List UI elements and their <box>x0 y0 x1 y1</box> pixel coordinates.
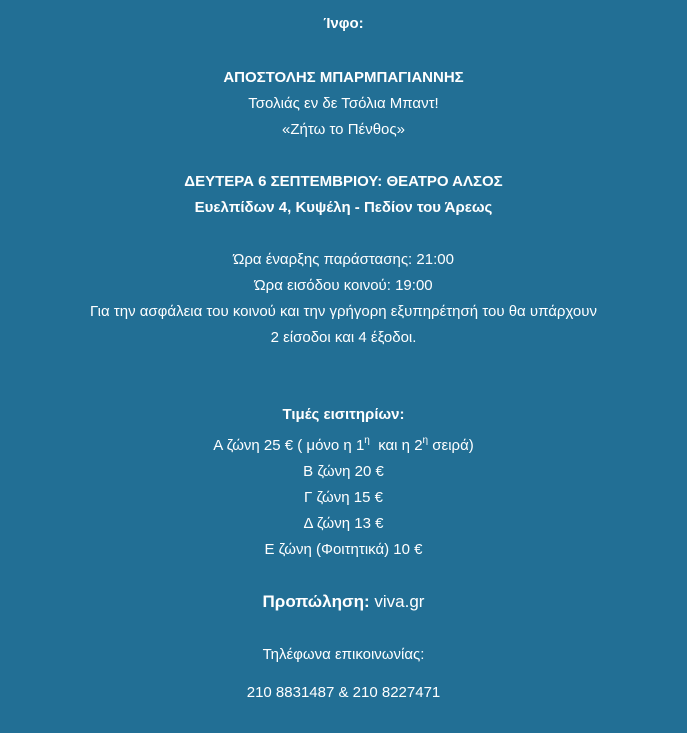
ticket-zone-a <box>0 436 687 456</box>
ticket-zone-b: Β ζώνη 20 € <box>303 463 384 480</box>
tickets-heading: Τιμές εισιτηρίων: <box>282 406 405 423</box>
show-subtitle: «Ζήτω το Πένθος» <box>282 121 405 138</box>
ticket-zone-c: Γ ζώνη 15 € <box>304 489 383 506</box>
safety-note-line1: Για την ασφάλεια του κοινού και την γρήγορη εξυπηρέτησή του θα υπάρχουν <box>90 303 597 320</box>
show-title: Τσολιάς εν δε Τσόλια Μπαντ! <box>248 95 439 112</box>
venue-address-line: Ευελπίδων 4, Κυψέλη - Πεδίον του Άρεως <box>194 199 493 216</box>
presale-site-link[interactable]: viva.gr <box>369 592 425 611</box>
artist-name: ΑΠΟΣΤΟΛΗΣ ΜΠΑΡΜΠΑΓΙΑΝΝΗΣ <box>223 69 464 86</box>
zone-a-prefix: Α ζώνη 25 € ( μόνο η 1 <box>213 437 365 454</box>
contact-label: Τηλέφωνα επικοινωνίας: <box>262 646 425 663</box>
ticket-zone-e: Ε ζώνη (Φοιτητικά) 10 € <box>264 541 423 558</box>
zone-a-superscript-1: η <box>364 435 370 446</box>
presale <box>0 592 687 612</box>
heading: Ίνφο: <box>323 15 364 32</box>
contact-phones: 210 8831487 & 210 8227471 <box>246 684 441 701</box>
presale-label: Προπώληση: <box>262 592 370 611</box>
start-time: Ώρα έναρξης παράστασης: 21:00 <box>233 251 454 268</box>
safety-note-line2: 2 είσοδοι και 4 έξοδοι. <box>270 329 417 346</box>
zone-a-middle: και η 2 <box>369 437 423 454</box>
venue-date-line: ΔΕΥΤΕΡΑ 6 ΣΕΠΤΕΜΒΡΙΟΥ: ΘΕΑΤΡΟ ΑΛΣΟΣ <box>184 173 503 190</box>
zone-a-suffix: σειρά) <box>428 437 474 454</box>
entry-time: Ώρα εισόδου κοινού: 19:00 <box>254 277 433 294</box>
ticket-zone-d: Δ ζώνη 13 € <box>303 515 384 532</box>
zone-a-superscript-2: η <box>422 435 429 446</box>
